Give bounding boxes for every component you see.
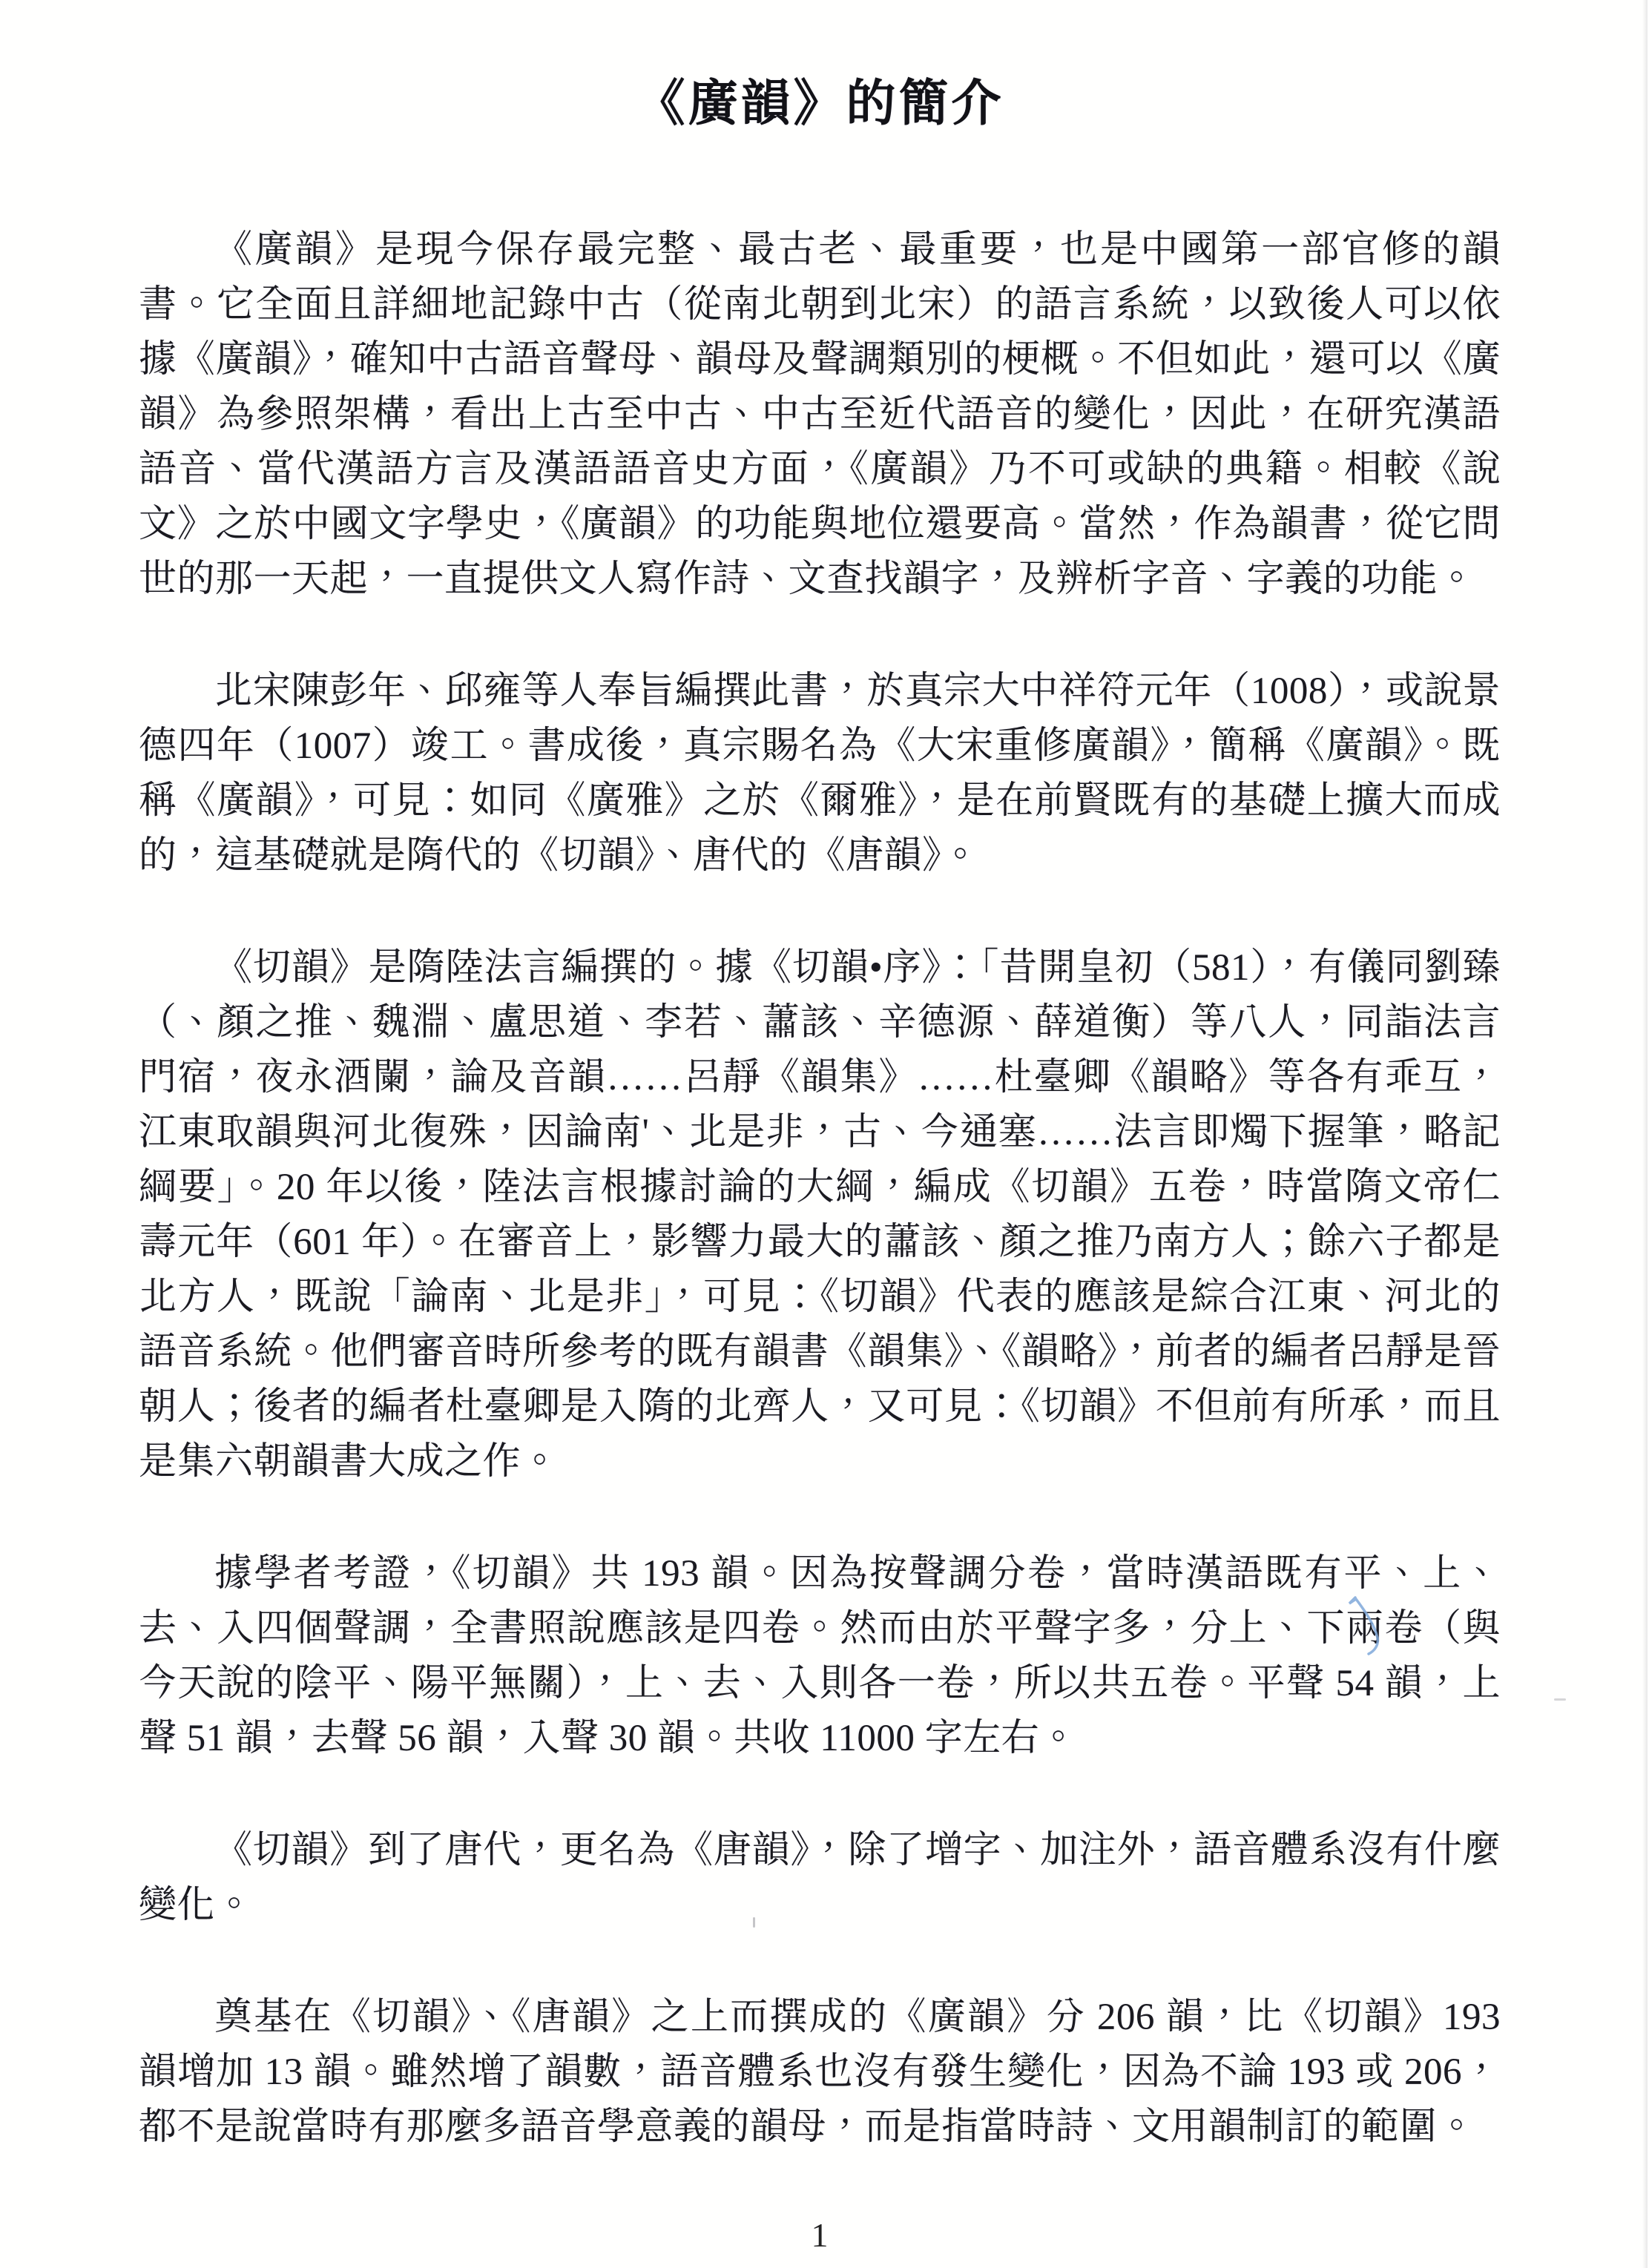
paragraph-tangyun: 《切韻》到了唐代，更名為《唐韻》，除了增字、加注外，語音體系沒有什麼變化。 [139,1830,1501,1926]
text-block [139,0,1501,2212]
paragraph-intro: 《廣韻》是現今保存最完整、最古老、最重要，也是中國第一部官修的韻書。它全面且詳細地記錄中古（從南北朝到北宋）的語言系統，以致後人可以依據《廣韻》，確知中古語音聲母、韻母及聲調類別的梗概。不但如此，還可以《廣韻》為參照架構，看出上古至中古、中古至近代語音的變化，因此，在研究漢語語音、當代漢語方言及漢語語音史方面，《廣韻》乃不可或缺的典籍。相較《說文》之於中國文字學史，《廣韻》的功能與地位還要高。當然，作為韻書，從它問世的那一天起，一直提供文人寫作詩、文查找韻字，及辨析字音、字義的功能。 [139,229,1501,600]
page-number: 1 [811,2216,829,2254]
scan-speck [753,1917,755,1928]
scan-speck [1554,1698,1566,1701]
paragraph-qieyun-history: 《切韻》是隋陸法言編撰的。據《切韻•序》：「昔開皇初（581），有儀同劉臻（、顏之推、魏淵、盧思道、李若、蕭該、辛德源、薛道衡）等八人，同詣法言門宿，夜永酒闌，論及音韻……呂靜《韻集》……杜臺卿《韻略》等各有乖互，江東取韻與河北復殊，因論南'、北是非，古、今通塞……法言即燭下握筆，略記綱要」。20 年以後，陸法言根據討論的大綱，編成《切韻》五卷，時當隋文帝仁壽元年（601 年）。在審音上，影響力最大的蕭該、顏之推乃南方人；餘六子都是北方人，既說「論南、北是非」，可見：《切韻》代表的應該是綜合江東、河北的語音系統。他們審音時所參考的既有韻書《韻集》、《韻略》，前者的編者呂靜是晉朝人；後者的編者杜臺卿是入隋的北齊人，又可見：《切韻》不但前有所承，而且是集六朝韻書大成之作。 [139,947,1501,1483]
paragraph-guangyun-rhymes: 奠基在《切韻》、《唐韻》之上而撰成的《廣韻》分 206 韻，比《切韻》193 韻增加 13 韻。雖然增了韻數，語音體系也沒有發生變化，因為不論 193 或 206，都不是說當時有那麼多語音學意義的韻母，而是指當時詩、文用韻制訂的範圍。 [139,1997,1501,2148]
paragraph-compilation: 北宋陳彭年、邱雍等人奉旨編撰此書，於真宗大中祥符元年（1008），或說景德四年（1007）竣工。書成後，真宗賜名為《大宋重修廣韻》，簡稱《廣韻》。既稱《廣韻》，可見：如同《廣雅》之於《爾雅》，是在前賢既有的基礎上擴大而成的，這基礎就是隋代的《切韻》、唐代的《唐韻》。 [139,670,1501,877]
page-title: 《廣韻》的簡介 [635,76,1004,131]
document-body [139,222,1501,2155]
scan-edge-shadow [1642,0,1648,2268]
paragraph-rhyme-counts: 據學者考證，《切韻》共 193 韻。因為按聲調分卷，當時漢語既有平、上、去、入四個聲調，全書照說應該是四卷。然而由於平聲字多，分上、下兩卷（與今天說的陰平、陽平無關），上、去、入則各一卷，所以共五卷。平聲 54 韻，上聲 51 韻，去聲 56 韻，入聲 30 韻。共收 11000 字左右。 [139,1553,1501,1759]
